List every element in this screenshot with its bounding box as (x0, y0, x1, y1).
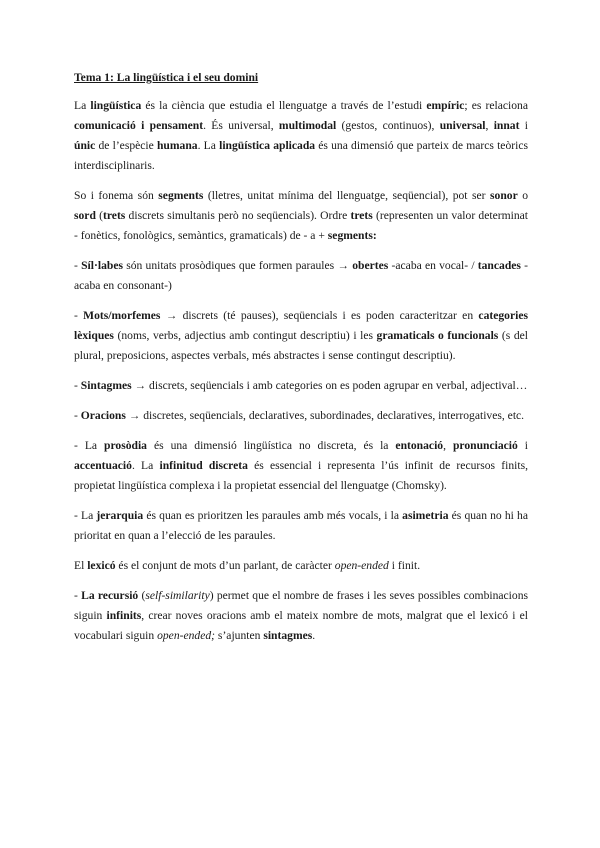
paragraph-lexicon (74, 556, 528, 576)
text-run: -acaba en consonant-) (74, 259, 529, 292)
list-item-prosody (74, 436, 528, 496)
text-run: , (485, 119, 494, 132)
bold-term: Síl·labes (81, 259, 123, 272)
bold-term: segments: (327, 229, 377, 242)
document-page (74, 68, 528, 656)
text-run: → discrets, seqüencials i amb categories on es poden agrupar en verbal, adjectival… (131, 379, 528, 392)
bold-term: categories lèxiques (74, 309, 528, 342)
text-run: és una dimensió lingüística no discreta, és la (146, 439, 396, 452)
paragraph-linguistics-definition (74, 96, 528, 176)
text-run: és el conjunt de mots d’un parlant, de caràcter (115, 559, 335, 572)
bold-term: innat (493, 119, 520, 132)
list-item-sentences (74, 406, 528, 426)
italic-term: self-similarity (145, 589, 210, 602)
text-run: - (74, 259, 82, 272)
list-item-hierarchy (74, 506, 528, 546)
bold-term: empíric (426, 99, 465, 112)
text-run: (gestos, continuos), (336, 119, 440, 132)
bold-term: La recursió (81, 589, 139, 602)
bold-term: únic (74, 139, 96, 152)
text-run: - (74, 309, 84, 322)
text-run: , crear noves oracions amb el mateix nombre de mots, malgrat que el lexicó i el vocabulari siguin (74, 609, 528, 642)
text-run: i (519, 119, 528, 132)
text-run: (representen un valor determinat - fonètics, fonològics, semàntics, gramaticals) de - a + (74, 209, 528, 242)
text-run: i (517, 439, 529, 452)
bold-term: gramaticals o funcionals (376, 329, 499, 342)
bold-term: universal (439, 119, 486, 132)
bold-term: lingüística (90, 99, 142, 112)
bold-term: pronunciació (452, 439, 518, 452)
bold-term: Oracions (80, 409, 126, 422)
bold-term: lexicó (87, 559, 116, 572)
bold-term: entonació (395, 439, 444, 452)
text-run: ( (95, 209, 103, 222)
text-run: és una dimensió que parteix de marcs teòrics interdisciplinaris. (74, 139, 528, 172)
list-item-recursion (74, 586, 528, 646)
text-run: . (312, 629, 316, 642)
bold-term: sonor (490, 189, 518, 202)
bold-term: humana (156, 139, 198, 152)
list-item-phrases (74, 376, 528, 396)
text-run: -acaba en vocal- / (388, 259, 478, 272)
paragraph-segments (74, 186, 528, 246)
bold-term: multimodal (278, 119, 337, 132)
text-run: El (74, 559, 88, 572)
list-item-words-morphemes (74, 306, 528, 366)
text-run: (noms, verbs, adjectius amb contingut descriptiu) i les (113, 329, 377, 342)
text-run: → discretes, seqüencials, declaratives, subordinades, declaratives, interrogatives, etc. (125, 409, 525, 422)
text-run: La (74, 99, 91, 112)
text-run: ; es relaciona (464, 99, 528, 112)
text-run: i finit. (388, 559, 421, 572)
bold-term: accentuació (74, 459, 132, 472)
text-run: és la ciència que estudia el llenguatge a través de l’estudi (141, 99, 427, 112)
page-title: Tema 1: La lingüística i el seu domini (74, 71, 259, 84)
text-run: és quan no hi ha prioritat en quan a l’elecció de les paraules. (74, 509, 528, 542)
bold-term: tancades (477, 259, 521, 272)
text-run: és essencial i representa l’ús infinit de recursos finits, propietat lingüística complexa i la propietat essencial del llenguatge (Chomsky). (74, 459, 528, 492)
bold-term: segments (158, 189, 204, 202)
bold-term: Mots/morfemes (83, 309, 161, 322)
text-run: (s del plural, preposicions, aspectes verbals, més abstractes i sense contingut descriptiu). (74, 329, 528, 362)
bold-term: trets (103, 209, 126, 222)
italic-term: open-ended; (157, 629, 216, 642)
bold-term: trets (350, 209, 373, 222)
bold-term: lingüística aplicada (219, 139, 316, 152)
bold-term: comunicació i pensament (74, 119, 204, 132)
bold-term: asimetria (402, 509, 449, 522)
bold-term: infinits (106, 609, 142, 622)
bold-term: jerarquia (96, 509, 144, 522)
text-run: - (74, 589, 82, 602)
text-run: → discrets (té pauses), seqüencials i es poden caracteritzar en (160, 309, 479, 322)
text-run: de l’espècie (95, 139, 157, 152)
text-run: . La (197, 139, 220, 152)
text-run: . La (131, 459, 160, 472)
text-run: ) permet que el nombre de frases i les seves possibles combinacions siguin (74, 589, 529, 622)
text-run: - (74, 379, 81, 392)
italic-term: open-ended (334, 559, 389, 572)
list-item-syllables (74, 256, 528, 296)
text-run: - La (74, 509, 97, 522)
text-run: So i fonema són (74, 189, 159, 202)
bold-term: sintagmes (263, 629, 313, 642)
bold-term: obertes (352, 259, 389, 272)
bold-term: sord (74, 209, 96, 222)
bold-term: Sintagmes (80, 379, 132, 392)
bold-term: prosòdia (104, 439, 147, 452)
text-run: és quan es prioritzen les paraules amb més vocals, i la (143, 509, 403, 522)
text-run: , (443, 439, 453, 452)
text-run: ( (138, 589, 146, 602)
text-run: s’ajunten (215, 629, 264, 642)
text-run: són unitats prosòdiques que formen paraules → (122, 259, 353, 272)
text-run: (lletres, unitat mínima del llenguatge, seqüencial), pot ser (203, 189, 491, 202)
bold-term: infinitud discreta (159, 459, 248, 472)
text-run: - (74, 409, 81, 422)
text-run: - La (74, 439, 105, 452)
text-run: o (517, 189, 528, 202)
text-run: discrets simultanis però no seqüencials). Ordre (125, 209, 351, 222)
text-run: . És universal, (203, 119, 279, 132)
